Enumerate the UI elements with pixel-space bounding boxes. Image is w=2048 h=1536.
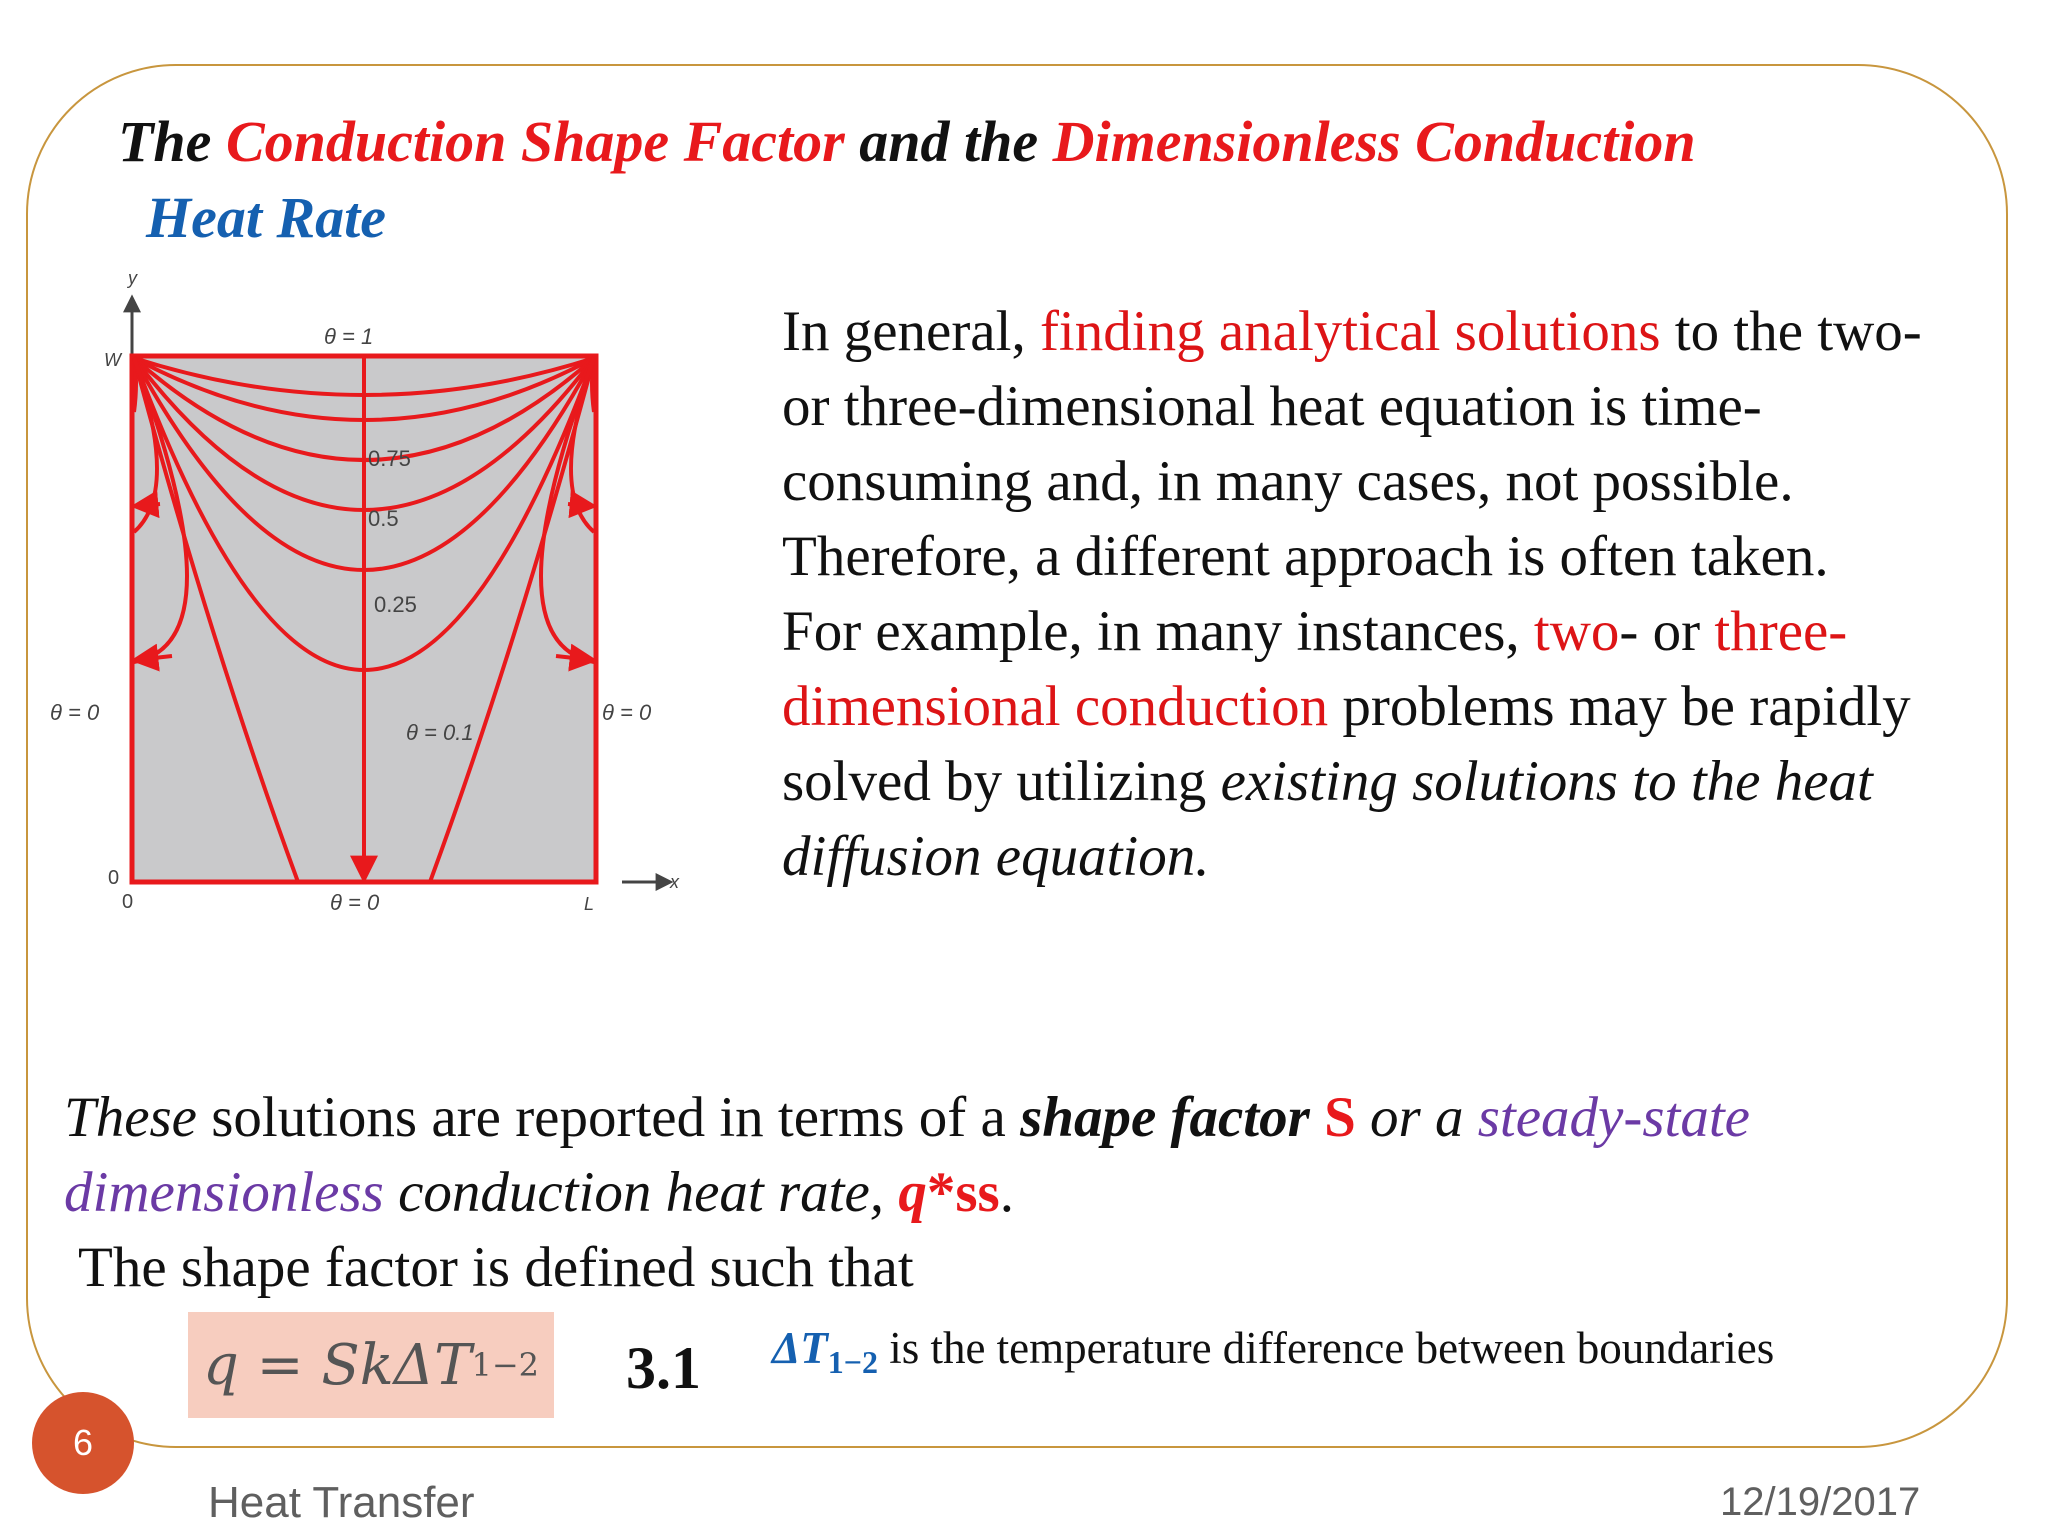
bottom-defined: The shape factor is defined such that xyxy=(78,1236,914,1299)
bottom-steady: steady-state dimensionless xyxy=(64,1086,1750,1224)
bottom-or-a: or a xyxy=(1355,1086,1478,1149)
para-s1a: In general, xyxy=(782,300,1040,363)
para-s3e: problems may be rapidly solved by utilizing xyxy=(782,675,1911,813)
shape-factor-text xyxy=(64,1080,1964,1305)
x-axis-label: x xyxy=(670,872,679,892)
footer-date: 12/19/2017 xyxy=(1720,1480,1921,1524)
bottom-q: q xyxy=(898,1161,927,1224)
para-s1c: to the two- or three-dimensional heat equation is time-consuming and, in many cases, not possible. xyxy=(782,300,1922,513)
intro-paragraph xyxy=(782,294,1962,894)
title-part3: and the xyxy=(844,109,1053,174)
isotherm-025-label: 0.25 xyxy=(374,592,417,617)
isotherm-diagram xyxy=(40,262,700,922)
corner-l-label: L xyxy=(584,894,595,914)
equation-number: 3.1 xyxy=(626,1335,701,1401)
para-s2: Therefore, a different approach is often taken. xyxy=(782,525,1829,588)
slide-title xyxy=(118,104,1998,256)
bottom-these: These xyxy=(64,1086,197,1149)
para-s3a: For example, in many instances, xyxy=(782,600,1534,663)
bottom-star-ss: *ss xyxy=(926,1161,1000,1224)
isotherm-075-label: 0.75 xyxy=(368,446,411,471)
bottom-S: S xyxy=(1324,1086,1356,1149)
dt-text: is the temperature difference between boundaries xyxy=(877,1323,1775,1373)
equation-main: q = SkΔT xyxy=(203,1332,472,1398)
bottom-shape-factor: shape factor xyxy=(1020,1086,1310,1149)
bottom-b1: solutions are reported in terms of a xyxy=(196,1086,1021,1149)
arrow-left-upper xyxy=(136,504,160,506)
dt-symbol: ΔT xyxy=(772,1323,828,1373)
arrow-right-upper xyxy=(568,504,592,506)
shape-factor-equation xyxy=(188,1312,554,1418)
bottom-period: . xyxy=(999,1161,1014,1224)
delta-t-note xyxy=(772,1322,1982,1381)
page-number-badge: 6 xyxy=(32,1392,134,1494)
title-part1: The xyxy=(118,109,226,174)
right-bc-label: θ = 0 xyxy=(602,700,652,725)
corner-w-label: W xyxy=(104,350,121,370)
para-s3b: two xyxy=(1533,600,1620,663)
conduction-figure xyxy=(40,262,700,922)
y-axis-label: y xyxy=(128,268,137,288)
bottom-bc-label: θ = 0 xyxy=(330,890,380,915)
para-s1b: finding analytical solutions xyxy=(1039,300,1661,363)
isotherm-05-label: 0.5 xyxy=(368,506,399,531)
footer-course: Heat Transfer xyxy=(208,1478,475,1527)
origin-y-label: 0 xyxy=(108,867,120,889)
para-s3c: - or xyxy=(1619,600,1715,663)
equation-sub: 1−2 xyxy=(471,1346,539,1384)
bottom-conduction-rate: conduction heat rate, xyxy=(383,1161,899,1224)
title-part5: Heat Rate xyxy=(146,185,387,250)
dt-sub: 1−2 xyxy=(827,1344,878,1380)
para-s3f: existing solutions to the heat diffusion equation. xyxy=(782,750,1873,888)
top-bc-label: θ = 1 xyxy=(324,324,374,349)
title-part4: Dimensionless Conduction xyxy=(1052,109,1696,174)
left-bc-label: θ = 0 xyxy=(50,700,100,725)
origin-x-label: 0 xyxy=(122,891,134,913)
title-part2: Conduction Shape Factor xyxy=(225,109,845,174)
para-s3d: three-dimensional conduction xyxy=(782,600,1848,738)
isotherm-01-label: θ = 0.1 xyxy=(406,720,474,745)
